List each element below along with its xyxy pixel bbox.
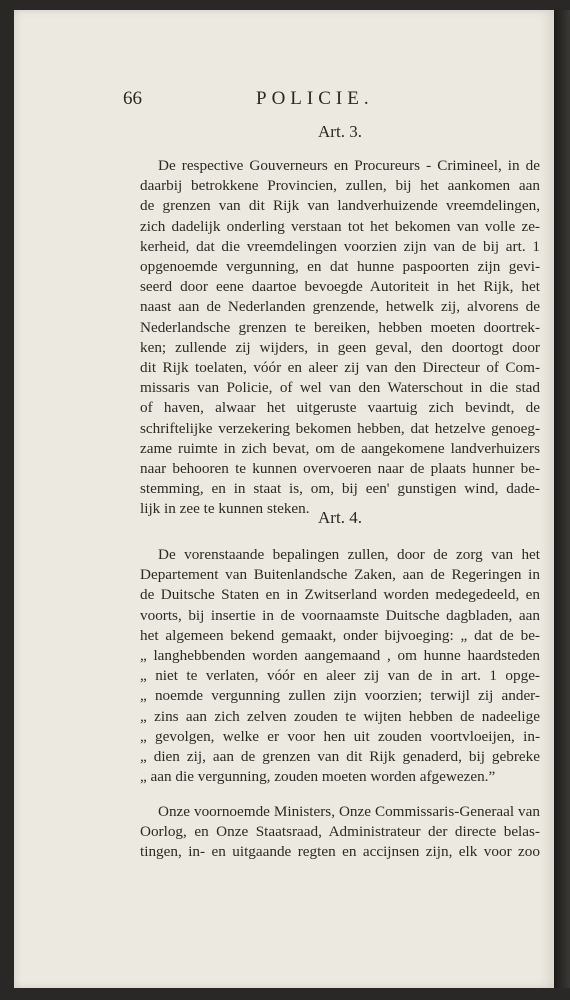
text-line: Oorlog, en Onze Staatsraad, Administrateur der directe belas-: [140, 823, 540, 841]
text-line: „ gevolgen, welke er voor hen uit zouden voortvloeijen, in-: [140, 727, 540, 745]
text-line: zich dadelijk onderling verstaan tot het bekomen van volle ze-: [140, 217, 540, 235]
text-line: De vorenstaande bepalingen zullen, door de zorg van het: [158, 546, 540, 563]
article-4-heading-wrap: [140, 508, 540, 532]
text-line: de Duitsche Staten en in Zwitserland worden medegedeeld, en: [140, 586, 540, 604]
text-line: stemming, en in staat is, om, bij een' gunstigen wind, dade-: [140, 480, 540, 498]
text-line: Departement van Buitenlandsche Zaken, aan de Regeringen in: [140, 566, 540, 584]
text-line: tingen, in- en uitgaande regten en accijnsen zijn, elk voor zoo: [140, 843, 540, 861]
page-number: 66: [123, 88, 142, 109]
text-line: zame ruimte in zich bevat, om de aangekomene landverhuizers: [140, 439, 540, 457]
text-line: lijk in zee te kunnen steken.: [140, 500, 310, 518]
text-line: „ zins aan zich zelven zouden te wijten hebben de nadeelige: [140, 707, 540, 725]
text-line: Nederlandsche grenzen te bereiken, hebben moeten doortrek-: [140, 318, 540, 336]
article-3-heading: Art. 3.: [318, 122, 362, 141]
text-line: naast aan de Nederlanden grenzende, hetwelk zij, alvorens de: [140, 298, 540, 316]
closing-paragraph: [140, 802, 540, 863]
text-line: schriftelijke verzekering bekomen hebben, dat hetzelve genoeg-: [140, 419, 540, 437]
text-line: missaris van Policie, of wel van den Waterschout in die stad: [140, 379, 540, 397]
text-line: het algemeen bekend gemaakt, onder bijvoeging: „ dat de be-: [140, 626, 540, 644]
article-3-body: [140, 156, 540, 520]
article-4-body: [140, 545, 540, 787]
text-line: Onze voornoemde Ministers, Onze Commissaris-Generaal van: [158, 803, 540, 820]
text-line: of haven, alwaar het uitgeruste vaartuig zich bevindt, de: [140, 399, 540, 417]
text-line: de grenzen van dit Rijk van landverhuizende vreemdelingen,: [140, 197, 540, 215]
text-line: De respective Gouverneurs en Procureurs - Crimineel, in de: [158, 157, 540, 174]
text-line: „ langhebbenden worden aangemaand , om hunne haardsteden: [140, 647, 540, 665]
page-edge-shadow: [554, 10, 570, 988]
text-line: „ aan die vergunning, zouden moeten worden afgewezen.”: [140, 768, 496, 786]
text-line: „ noemde vergunning zullen zijn voorzien; terwijl zij ander-: [140, 687, 540, 705]
text-line: kerheid, dat die vreemdelingen voorzien zijn van de bij art. 1: [140, 237, 540, 255]
article-3-heading-wrap: [140, 122, 540, 146]
text-line: voorts, bij insertie in de voornaamste Duitsche dagbladen, aan: [140, 606, 540, 624]
running-head: POLICIE.: [256, 88, 374, 109]
page-header: [123, 88, 543, 112]
text-line: dit Rijk toelaten, vóór en aleer zij van den Directeur of Com-: [140, 359, 540, 377]
text-line: opgenoemde vergunning, en dat hunne paspoorten zijn gevi-: [140, 258, 540, 276]
text-line: „ niet te verlaten, vóór en aleer zij van de in art. 1 opge-: [140, 667, 540, 685]
text-line: „ dien zij, aan de grenzen van dit Rijk genaderd, bij gebreke: [140, 748, 540, 766]
text-line: naar behooren te kunnen overvoeren naar de plaats hunner be-: [140, 460, 540, 478]
article-4-heading: Art. 4.: [318, 508, 362, 527]
text-line: ken; zullende zij wijders, in geen geval, den doortogt door: [140, 338, 540, 356]
text-line: seerd door eene daartoe bevoegde Autoriteit in het Rijk, het: [140, 278, 540, 296]
text-line: daarbij betrokkene Provincien, zullen, bij het aankomen aan: [140, 177, 540, 195]
